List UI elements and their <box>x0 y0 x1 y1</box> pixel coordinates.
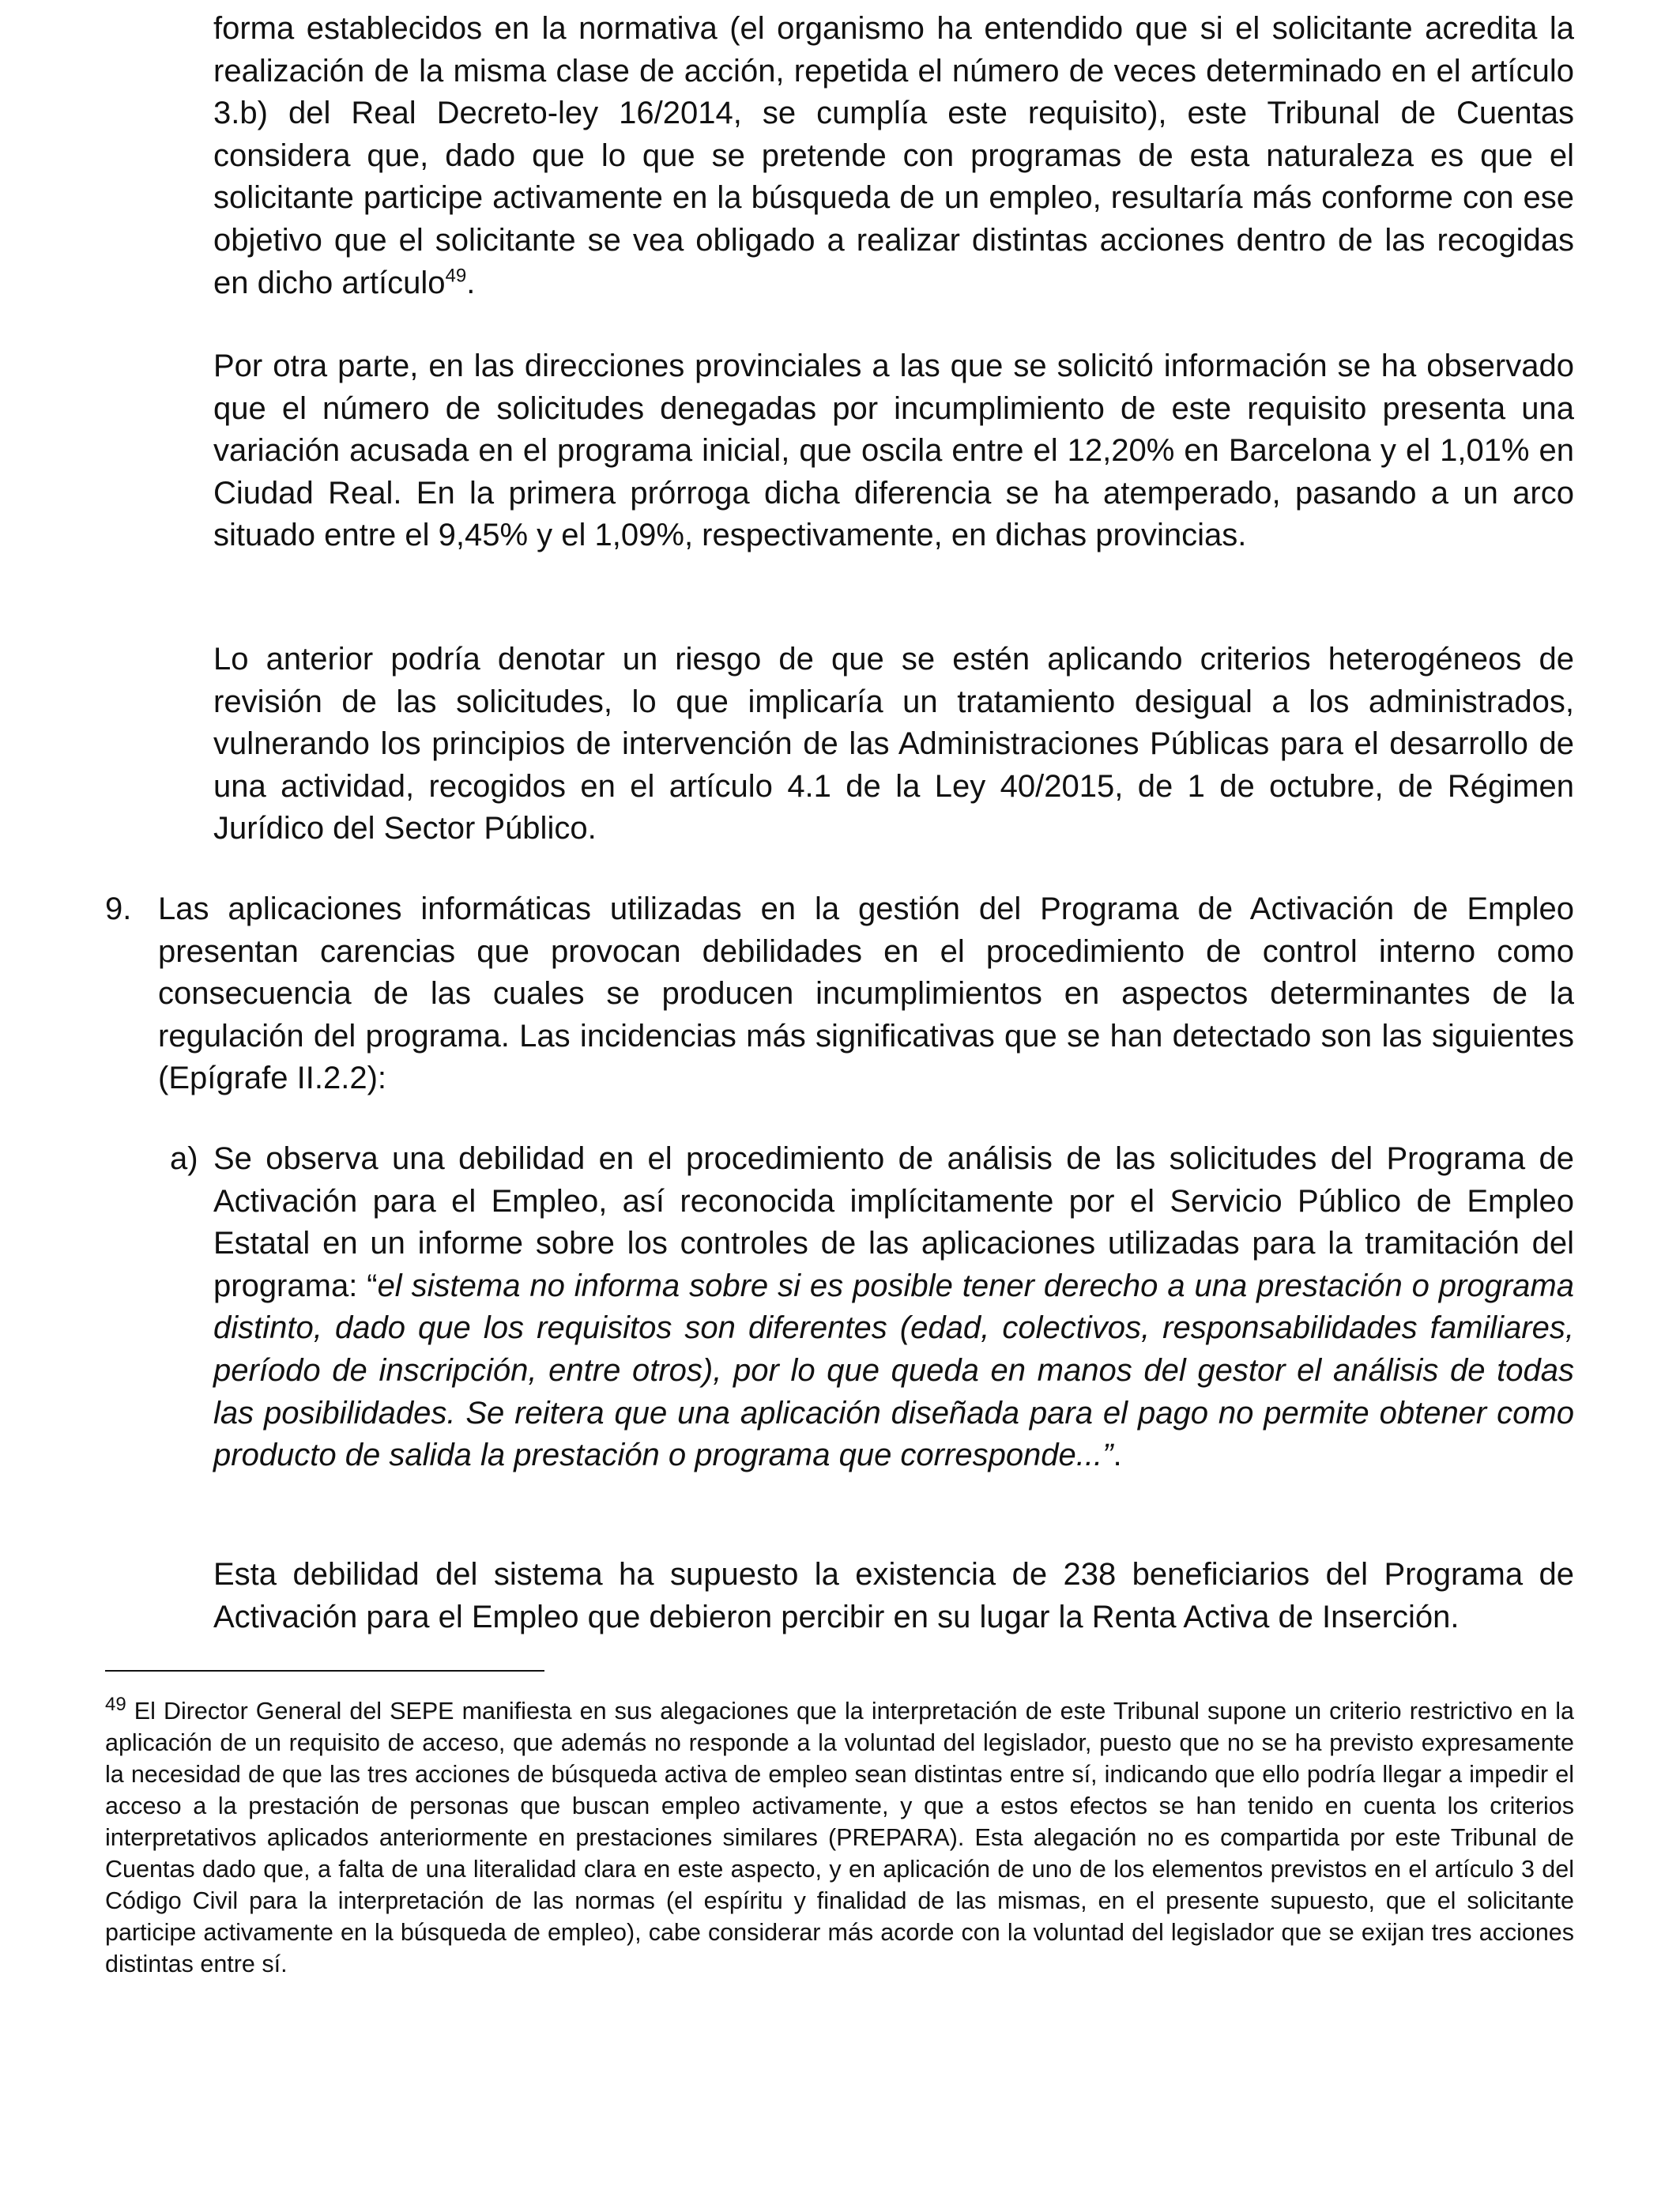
item-letter: a) <box>170 1141 198 1176</box>
item-text: Las aplicaciones informáticas utilizadas en la gestión del Programa de Activación de Empleo presentan carencias que provocan debilidades en el procedimiento de control interno como consecuencia de las cuales se producen incumplimientos en aspectos determinantes de la regulación del programa. Las incidencias más significativas que se han detectado son las siguientes (Epígrafe II.2.2): <box>158 892 1574 1096</box>
footnote-text: El Director General del SEPE manifiesta en sus alegaciones que la interpretación de este Tribunal supone un criterio restrictivo en la aplicación de un requisito de acceso, que además no responde a la voluntad del legislador, puesto que no se ha previsto expresamente la necesidad de que las tres acciones de búsqueda activa de empleo sean distintas entre sí, indicando que ello podría llegar a impedir el acceso a la prestación de personas que buscan empleo activamente, y que a estos efectos se han tenido en cuenta los criterios interpretativos aplicados anteriormente en prestaciones similares (PREPARA). Esta alegación no es compartida por este Tribunal de Cuentas dado que, a falta de una literalidad clara en este aspecto, y en aplicación de uno de los elementos previstos en el artículo 3 del Código Civil para la interpretación de las normas (el espíritu y finalidad de las mismas, en el presente supuesto, que el solicitante participe activamente en la búsqueda de empleo), cabe considerar más acorde con la voluntad del legislador que se exijan tres acciones distintas entre sí. <box>105 1698 1574 1977</box>
lettered-item-a <box>170 1138 1574 1477</box>
footnote-separator <box>105 1670 544 1672</box>
item-text <box>213 1138 1574 1477</box>
footnote-49 <box>105 1695 1574 1980</box>
paragraph-continuation <box>213 8 1574 304</box>
footnote-number: 49 <box>105 1693 126 1715</box>
quoted-report-text: el sistema no informa sobre si es posible tener derecho a una prestación o programa distinto, dado que los requisitos son diferentes (edad, colectivos, responsabilidades familiares, período de inscripción, entre otros), por lo que queda en manos del gestor el análisis de todas las posibilidades. Se reitera que una aplicación diseñada para el pago no permite obtener como producto de salida la prestación o programa que corresponde...” <box>213 1268 1574 1473</box>
quote-open-mark: “ <box>367 1268 378 1303</box>
numbered-item-9 <box>105 888 1574 1100</box>
paragraph-end-punctuation: . <box>466 265 476 300</box>
paragraph-beneficiaries: Esta debilidad del sistema ha supuesto la existencia de 238 beneficiarios del Programa de Activación para el Empleo que debieron percibir en su lugar la Renta Activa de Inserción. <box>213 1557 1574 1634</box>
paragraph-provincial-variation: Por otra parte, en las direcciones provinciales a las que se solicitó información se ha observado que el número de solicitudes denegadas por incumplimiento de este requisito presenta una variación acusada en el programa inicial, que oscila entre el 12,20% en Barcelona y el 1,01% en Ciudad Real. En la primera prórroga dicha diferencia se ha atemperado, pasando a un arco situado entre el 9,45% y el 1,09%, respectivamente, en dichas provincias. <box>213 349 1574 553</box>
item-intro-text: Se observa una debilidad en el procedimiento de análisis de las solicitudes del Programa de Activación para el Empleo, así reconocida implícitamente por el Servicio Público de Empleo Estatal en un informe sobre los controles de las aplicaciones utilizadas para la tramitación del programa: <box>213 1141 1574 1303</box>
paragraph-risk-criteria: Lo anterior podría denotar un riesgo de que se estén aplicando criterios heterogéneos de revisión de las solicitudes, lo que implicaría un tratamiento desigual a los administrados, vulnerando los principios de intervención de las Administraciones Públicas para el desarrollo de una actividad, recogidos en el artículo 4.1 de la Ley 40/2015, de 1 de octubre, de Régimen Jurídico del Sector Público. <box>213 642 1574 846</box>
paragraph-text: forma establecidos en la normativa (el organismo ha entendido que si el solicitante acredita la realización de la misma clase de acción, repetida el número de veces determinado en el artículo 3.b) del Real Decreto-ley 16/2014, se cumplía este requisito), este Tribunal de Cuentas considera que, dado que lo que se pretende con programas de esta naturaleza es que el solicitante participe activamente en la búsqueda de un empleo, resultaría más conforme con ese objetivo que el solicitante se vea obligado a realizar distintas acciones dentro de las recogidas en dicho artículo <box>213 11 1574 300</box>
item-number: 9. <box>105 892 132 926</box>
quote-end-punctuation: . <box>1113 1438 1122 1473</box>
footnote-reference[interactable]: 49 <box>445 265 467 287</box>
